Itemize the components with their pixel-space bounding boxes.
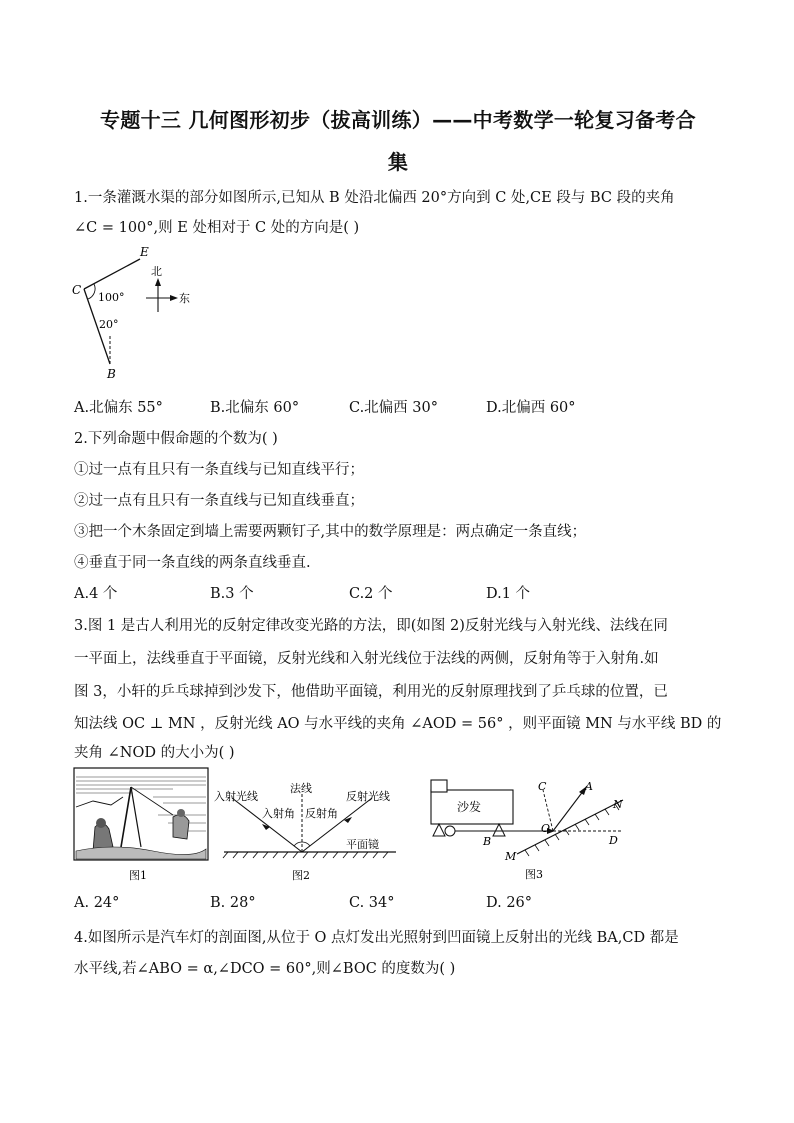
label-e: E: [140, 245, 149, 259]
q2-stem: 2.下列命题中假命题的个数为( ): [74, 431, 278, 447]
q2-option-c: C.2 个: [349, 586, 393, 602]
label-sofa: 沙发: [457, 800, 482, 814]
q2-item-2: ②过一点有且只有一条直线与已知直线垂直；: [74, 493, 364, 509]
figure-3-caption: 图3: [525, 868, 543, 881]
label-b-point: B: [483, 835, 492, 848]
q1-option-c: C.北偏西 30°: [349, 400, 438, 416]
q3-option-c: C. 34°: [349, 895, 395, 911]
q3-option-b: B. 28°: [210, 895, 256, 911]
label-n-point: N: [613, 798, 623, 811]
label-incident-angle: 入射角: [262, 807, 295, 820]
q3-stem-line-5: 夹角 ∠NOD 的大小为( ): [74, 745, 235, 761]
label-east: 东: [179, 292, 190, 305]
q3-stem-line-2: 一平面上，法线垂直于平面镜，反射光线和入射光线位于法线的两侧，反射角等于入射角.如: [74, 651, 659, 667]
figure-1-caption: 图1: [129, 869, 147, 882]
q2-item-4: ④垂直于同一条直线的两条直线垂直.: [74, 555, 311, 571]
q1-figure: [70, 242, 210, 384]
q2-option-d: D.1 个: [486, 586, 531, 602]
q3-stem-line-1: 3.图 1 是古人利用光的反射定律改变光路的方法，即(如图 2)反射光线与入射光线、法线在同: [74, 618, 668, 634]
q3-stem-line-3: 图 3，小轩的乒乓球掉到沙发下，他借助平面镜，利用光的反射原理找到了乒乓球的位置，已: [74, 684, 668, 700]
q1-option-d: D.北偏西 60°: [486, 400, 576, 416]
q3-figure-3-sofa-mirror: [425, 770, 635, 885]
q2-option-a: A.4 个: [74, 586, 118, 602]
title-line-2: 集: [387, 150, 409, 174]
label-m-point: M: [505, 850, 517, 863]
q2-option-b: B.3 个: [210, 586, 254, 602]
q4-stem-line-1: 4.如图所示是汽车灯的剖面图,从位于 O 点灯发出光照射到凹面镜上反射出的光线 BA,CD 都是: [74, 930, 679, 946]
label-o-point: O: [541, 822, 551, 835]
q1-stem-line-2: ∠C = 100°,则 E 处相对于 C 处的方向是( ): [74, 220, 360, 236]
compass-icon: [146, 265, 190, 312]
q4-stem-line-2: 水平线,若∠ABO = α,∠DCO = 60°,则∠BOC 的度数为( ): [74, 961, 456, 977]
label-c-point: C: [538, 780, 547, 793]
label-angle-20: 20°: [99, 318, 119, 331]
q3-stem-line-4: 知法线 OC ⊥ MN ，反射光线 AO 与水平线的夹角 ∠AOD = 56° ，则平面镜 MN 与水平线 BD 的: [74, 716, 722, 732]
label-c: C: [72, 283, 82, 297]
title-line-1: 专题十三 几何图形初步（拔高训练）——中考数学一轮复习备考合: [100, 108, 696, 132]
segment-ce: [84, 259, 140, 289]
label-reflect-angle: 反射角: [305, 807, 338, 820]
label-b: B: [107, 367, 116, 381]
ping-pong-ball: [445, 826, 455, 836]
q2-item-1: ①过一点有且只有一条直线与已知直线平行；: [74, 462, 364, 478]
q3-figure-1-illustration: [73, 767, 209, 885]
label-d-point: D: [609, 834, 618, 847]
q3-option-a: A. 24°: [74, 895, 120, 911]
label-mirror: 平面镜: [346, 838, 379, 851]
q3-figure-2-reflection: [210, 780, 400, 885]
q1-option-b: B.北偏东 60°: [210, 400, 300, 416]
q3-option-d: D. 26°: [486, 895, 533, 911]
q2-item-3: ③把一个木条固定到墙上需要两颗钉子,其中的数学原理是：两点确定一条直线；: [74, 524, 587, 540]
label-normal: 法线: [290, 782, 312, 795]
label-angle-100: 100°: [98, 291, 125, 304]
label-a-point: A: [585, 780, 593, 793]
q1-stem-line-1: 1.一条灌溉水渠的部分如图所示,已知从 B 处沿北偏西 20°方向到 C 处,CE 段与 BC 段的夹角: [74, 190, 675, 206]
q1-option-a: A.北偏东 55°: [74, 400, 163, 416]
label-incident-ray: 入射光线: [214, 790, 258, 803]
label-reflected-ray: 反射光线: [346, 790, 390, 803]
figure-2-caption: 图2: [292, 869, 310, 882]
label-north: 北: [151, 265, 162, 278]
